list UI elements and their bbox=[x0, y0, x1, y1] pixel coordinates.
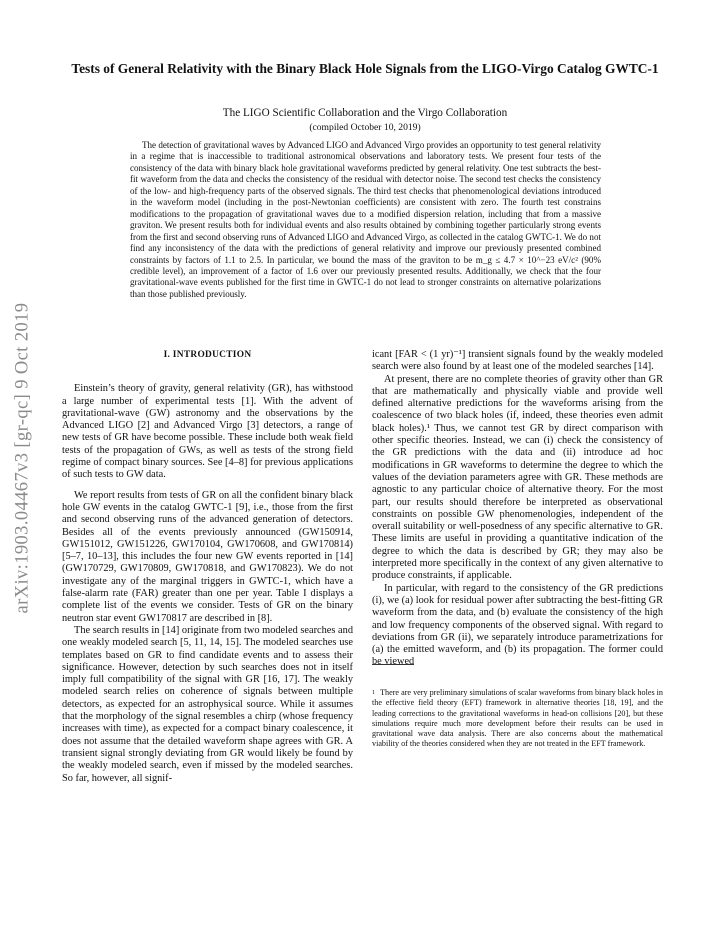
left-column bbox=[62, 349, 353, 785]
footnote-mark: 1 bbox=[372, 689, 376, 696]
right-column bbox=[372, 349, 663, 669]
paragraph: The search results in [14] originate from two modeled searches and one weakly modeled search [5, 11, 14, 15]. The modeled searches use templates based on GR to find candidate events and to assess their significance. However, detection by such searches does not in itself imply full compatibility of the signal with GR [16, 17]. The weakly modeled search relies on coherence of signals between multiple detectors, as expected for an astrophysical source. While it assumes that the morphology of the signal resembles a chirp (whose frequency increases with time), as expected for a compact binary coalescence, it does not assume that the detailed waveform shape agrees with GR. A transient signal strongly deviating from GR would likely be found by the weakly modeled search, even if missed by the modeled searches. So far, however, all signif- bbox=[62, 624, 353, 784]
footnote-text: There are very preliminary simulations of scalar waveforms from binary black holes in the effective field theory (EFT) framework in alternative theories [18, 19], and the leading corrections to the gravitational waveforms in head-on collisions [20], but these simulations require much more development before their results can be used in gravitational wave data analysis. There are also concerns about the mathematical viability of the theories considered when they are not treated in the EFT framework. bbox=[372, 688, 663, 749]
paragraph: icant [FAR < (1 yr)⁻¹] transient signals found by the weakly modeled search were also found by at least one of the modeled searches [14]. bbox=[372, 349, 663, 373]
paragraph: In particular, with regard to the consistency of the GR predictions (i), we (a) look for residual power after subtracting the best-fitting GR waveform from the data, and (b) evaluate the consistency of the high and low frequency components of the observed signal. With regard to deviations from GR (ii), we separately introduce parametrizations for (a) the emitted waveform, and (b) its propagation. The former could be viewed bbox=[372, 582, 663, 668]
paragraph: Einstein’s theory of gravity, general relativity (GR), has withstood a large number of experimental tests [1]. With the advent of gravitational-wave (GW) astronomy and the observations by the Advanced LIGO [2] and Advanced Virgo [3] detectors, a range of new tests of GR have become possible. These include both weak field tests of the propagation of GWs, as well as tests of the strong field regime of compact binary sources. See [4–8] for previous applications of such tests to GW data. bbox=[62, 383, 353, 481]
paper-authors: The LIGO Scientific Collaboration and the Virgo Collaboration bbox=[222, 107, 508, 119]
paper-title: Tests of General Relativity with the Binary Black Hole Signals from the LIGO-Virgo Catalog GWTC-1 bbox=[71, 61, 659, 76]
arxiv-side-stamp bbox=[6, 258, 40, 658]
paragraph: At present, there are no complete theories of gravity other than GR that are mathematically and physically viable and provide well defined alternative predictions for the waveforms arising from the coalescence of two black holes (if, indeed, these theories even admit black holes).¹ Thus, we cannot test GR by direct comparison with other specific theories. Instead, we can (i) check the consistency of the GR predictions with the data and (ii) introduce ad hoc modifications in GR waveforms to determine the degree to which the values of the deviation parameters agree with GR. These methods are agnostic to any particular choice of alternative theory. For the most part, our results should therefore be interpreted as observational constraints on possible GW phenomenologies, independent of the overall suitability or well-posedness of any specific alternative to GR. These limits are useful in providing a quantitative indication of the degree to which the data is described by GR; they may also be interpreted more specifically in the context of any given alternative to produce constraints, if applicable. bbox=[372, 373, 663, 582]
section-heading: I. INTRODUCTION bbox=[163, 350, 252, 360]
arxiv-identifier: arXiv:1903.04467v3 [gr-qc] 9 Oct 2019 bbox=[12, 302, 33, 614]
footnote bbox=[372, 688, 663, 750]
paragraph: We report results from tests of GR on all the confident binary black hole GW events in the catalog GWTC-1 [9], i.e., those from the first and second observing runs of the advanced generation of detectors. Besides all of the events previously announced (GW150914, GW151012, GW151226, GW170104, GW170608, and GW170814) [5–7, 10–13], this includes the four new GW events reported in [14] (GW170729, GW170809, GW170818, and GW170823). We do not investigate any of the marginal triggers in GWTC-1, which have a false-alarm rate (FAR) greater than one per year. Table I displays a complete list of the events we consider. Tests of GR on the binary neutron star event GW170817 are described in [8]. bbox=[62, 489, 353, 624]
abstract: The detection of gravitational waves by Advanced LIGO and Advanced Virgo provides an opportunity to test general relativity in a regime that is inaccessible to traditional astronomical observations and laboratory tests. We present four tests of the consistency of the data with binary black hole gravitational waveforms predicted by general relativity. One test subtracts the best-fit waveform from the data and checks the consistency of the residual with detector noise. The second test checks the consistency of the low- and high-frequency parts of the observed signals. The third test checks that phenomenological deviations introduced in the waveform model (including in the post-Newtonian coefficients) are consistent with zero. The fourth test constrains modifications to the propagation of gravitational waves due to a modified dispersion relation, including that from a massive graviton. We present results both for individual events and also results obtained by combining together particularly strong events from the first and second observing runs of Advanced LIGO and Advanced Virgo, as collected in the catalog GWTC-1. We do not find any inconsistency of the data with the predictions of general relativity and improve our previously presented combined constraints by factors of 1.1 to 2.5. In particular, we bound the mass of the graviton to be m_g ≤ 4.7 × 10^−23 eV/c² (90% credible level), an improvement of a factor of 1.6 over our previously presented results. Additionally, we check that the four gravitational-wave events published for the first time in GWTC-1 do not lead to stronger constraints on alternative polarizations than those published previously. bbox=[130, 140, 601, 299]
footnote-rule bbox=[372, 664, 414, 665]
compiled-date: (compiled October 10, 2019) bbox=[309, 122, 421, 133]
